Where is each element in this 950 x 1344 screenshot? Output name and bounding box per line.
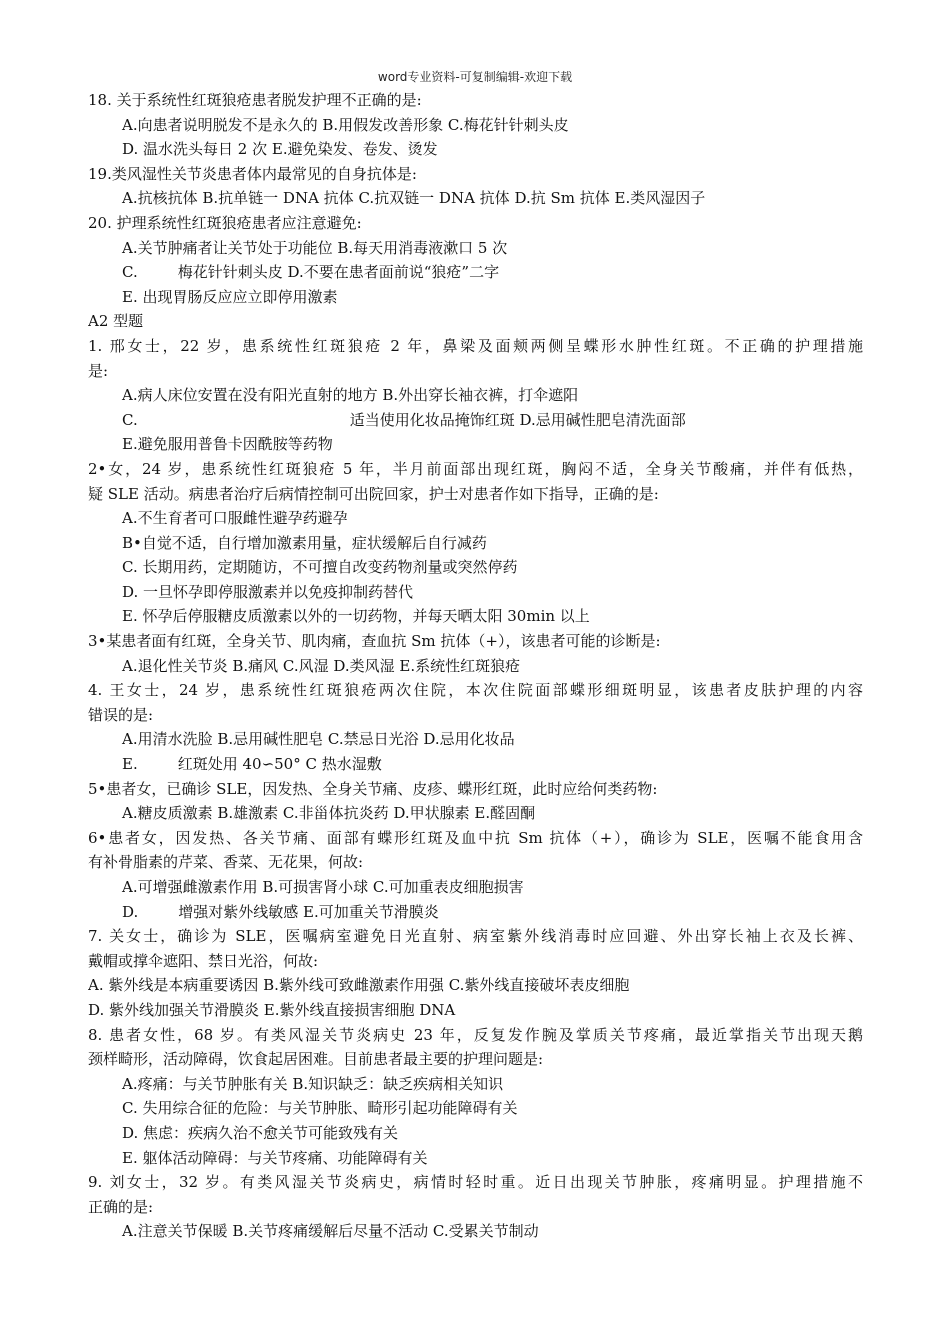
option-line: [88, 113, 863, 138]
option-line: [88, 137, 863, 162]
question-line: [88, 924, 863, 949]
question-line: [88, 88, 863, 113]
option-line: [88, 285, 863, 310]
line-text-continued: 增强对紫外线敏感 E.可加重关节滑膜炎: [178, 902, 439, 921]
line-text: A.注意关节保暖 B.关节疼痛缓解后尽量不活动 C.受累关节制动: [122, 1222, 539, 1241]
line-text: 疑 SLE 活动。病患者治疗后病情控制可出院回家，护士对患者作如下指导，正确的是:: [88, 484, 659, 503]
line-text: A.疼痛：与关节肿胀有关 B.知识缺乏：缺乏疾病相关知识: [122, 1074, 504, 1093]
option-line: [88, 1146, 863, 1171]
line-text: A.关节肿痛者让关节处于功能位 B.每天用消毒液漱口 5 次: [122, 238, 508, 257]
question-line: [88, 211, 863, 236]
line-text: 18. 关于系统性红斑狼疮患者脱发护理不正确的是:: [88, 91, 422, 109]
line-text: A.向患者说明脱发不是永久的 B.用假发改善形象 C.梅花针针刺头皮: [122, 115, 569, 134]
option-line: [88, 1072, 863, 1097]
option-line: [88, 383, 863, 408]
line-text: D.: [122, 902, 139, 921]
line-text: E.避免服用普鲁卡因酰胺等药物: [122, 435, 333, 454]
question-line: [88, 309, 863, 334]
line-text: 戴帽或撑伞遮阳、禁日光浴，何故:: [88, 951, 319, 970]
line-text: 颈样畸形，活动障碍，饮食起居困难。目前患者最主要的护理问题是:: [88, 1050, 544, 1069]
line-text: A.抗核抗体 B.抗单链一 DNA 抗体 C.抗双链一 DNA 抗体 D.抗 Sm 抗体 E.类风湿因子: [122, 189, 706, 208]
question-line: [88, 1170, 863, 1195]
option-line: [88, 432, 863, 457]
line-text: A.退化性关节炎 B.痛风 C.风湿 D.类风湿 E.系统性红斑狼疮: [122, 656, 521, 675]
line-text: 有补骨脂素的芹菜、香菜、无花果，何故:: [88, 853, 364, 872]
line-text: A. 紫外线是本病重要诱因 B.紫外线可致雌激素作用强 C.紫外线直接破坏表皮细胞: [88, 976, 630, 995]
option-line: [88, 900, 863, 925]
option-line: [88, 654, 863, 679]
line-text: E.: [122, 755, 138, 774]
question-line: [88, 973, 863, 998]
line-text-continued: 梅花针针刺头皮 D.不要在患者面前说“狼疮”二字: [177, 263, 500, 282]
line-text: C.: [122, 263, 138, 282]
line-text: 9. 刘女士，32 岁。有类风湿关节炎病史，病情时轻时重。近日出现关节肿胀，疼痛明显。护理措施不: [88, 1173, 863, 1192]
question-line: [88, 1047, 863, 1072]
line-text: A.糖皮质激素 B.雄激素 C.非甾体抗炎药 D.甲状腺素 E.醛固酮: [122, 804, 536, 823]
line-text: D. 紫外线加强关节滑膜炎 E.紫外线直接损害细胞 DNA: [88, 1000, 456, 1019]
question-line: [88, 359, 863, 384]
option-line: [88, 555, 863, 580]
option-line: [88, 801, 863, 826]
line-text: C. 失用综合征的危险：与关节肿胀、畸形引起功能障碍有关: [122, 1099, 518, 1118]
line-text: A.不生育者可口服雌性避孕药避孕: [122, 509, 348, 528]
line-text: 是:: [88, 361, 109, 380]
option-line: [88, 1096, 863, 1121]
line-text: E. 躯体活动障碍：与关节疼痛、功能障碍有关: [122, 1148, 428, 1167]
line-text: 2•女，24 岁，患系统性红斑狼疮 5 年，半月前面部出现红斑，胸闷不适，全身关节酸痛，并伴有低热，: [88, 459, 863, 478]
line-text-continued: 适当使用化妆品掩饰红斑 D.忌用碱性肥皂清洗面部: [349, 410, 686, 429]
line-text: 错误的是:: [88, 705, 154, 724]
line-text: C. 长期用药，定期随访，不可擅自改变药物剂量或突然停药: [122, 558, 518, 577]
question-line: [88, 457, 863, 482]
option-line: [88, 236, 863, 261]
question-line: [88, 850, 863, 875]
option-line: [88, 752, 863, 777]
option-line: [88, 408, 863, 433]
line-text: 4. 王女士，24 岁，患系统性红斑狼疮两次住院，本次住院面部蝶形细斑明显，该患者皮肤护理的内容: [88, 681, 863, 700]
question-line: [88, 678, 863, 703]
line-text: 正确的是:: [88, 1197, 154, 1216]
line-text: E. 怀孕后停服糖皮质激素以外的一切药物，并每天晒太阳 30min 以上: [122, 607, 590, 626]
option-line: [88, 531, 863, 556]
option-line: [88, 580, 863, 605]
question-line: [88, 1195, 863, 1220]
option-line: [88, 727, 863, 752]
line-text: A2 型题: [88, 312, 144, 331]
option-line: [88, 1219, 863, 1244]
line-text: B•自觉不适，自行增加激素用量，症状缓解后自行减药: [122, 533, 487, 552]
line-text: E. 出现胃肠反应应立即停用激素: [122, 287, 338, 306]
line-text: 6•患者女，因发热、各关节痛、面部有蝶形红斑及血中抗 Sm 抗体（+），确诊为 SLE，医嘱不能食用含: [88, 828, 863, 847]
option-line: [88, 506, 863, 531]
line-text: A.病人床位安置在没有阳光直射的地方 B.外出穿长袖衣裤，打伞遮阳: [122, 386, 579, 405]
question-line: [88, 162, 863, 187]
line-text: 7. 关女士，确诊为 SLE，医嘱病室避免日光直射、病室紫外线消毒时应回避、外出穿长袖上衣及长裤、: [88, 927, 863, 946]
line-text: A.用清水洗脸 B.忌用碱性肥皂 C.禁忌日光浴 D.忌用化妆品: [122, 730, 515, 749]
line-text-continued: 红斑处用 40∽50° C 热水湿敷: [177, 755, 382, 774]
question-line: [88, 629, 863, 654]
line-text: D. 焦虑：疾病久治不愈关节可能致残有关: [122, 1123, 399, 1142]
line-text: 20. 护理系统性红斑狼疮患者应注意避免:: [88, 213, 362, 232]
option-line: [88, 1121, 863, 1146]
question-line: [88, 334, 863, 359]
page-header: word专业资料-可复制编辑-欢迎下载: [377, 70, 573, 84]
option-line: [88, 260, 863, 285]
line-text: 5•患者女，已确诊 SLE，因发热、全身关节痛、皮疹、蝶形红斑，此时应给何类药物:: [88, 779, 658, 798]
line-text: 19.类风湿性关节炎患者体内最常见的自身抗体是:: [88, 164, 417, 183]
question-line: [88, 998, 863, 1023]
line-text: 3•某患者面有红斑，全身关节、肌肉痛，查血抗 Sm 抗体（+），该患者可能的诊断是:: [88, 632, 661, 651]
option-line: [88, 875, 863, 900]
question-line: [88, 949, 863, 974]
document-body: [88, 88, 863, 1244]
question-line: [88, 777, 863, 802]
line-text: D. 温水洗头每日 2 次 E.避免染发、卷发、烫发: [122, 140, 438, 159]
line-text: 8. 患者女性，68 岁。有类风湿关节炎病史 23 年，反复发作腕及掌质关节疼痛，最近掌指关节出现天鹅: [88, 1025, 863, 1044]
line-text: A.可增强雌激素作用 B.可损害肾小球 C.可加重表皮细胞损害: [122, 878, 524, 896]
question-line: [88, 703, 863, 728]
question-line: [88, 826, 863, 851]
line-text: C.: [122, 410, 138, 429]
question-line: [88, 482, 863, 507]
line-text: D. 一旦怀孕即停服激素并以免疫抑制药替代: [122, 582, 414, 601]
question-line: [88, 1023, 863, 1048]
option-line: [88, 604, 863, 629]
option-line: [88, 186, 863, 211]
line-text: 1. 邢女士，22 岁，患系统性红斑狼疮 2 年，鼻梁及面颊两侧呈蝶形水肿性红斑。不正确的护理措施: [88, 336, 863, 355]
